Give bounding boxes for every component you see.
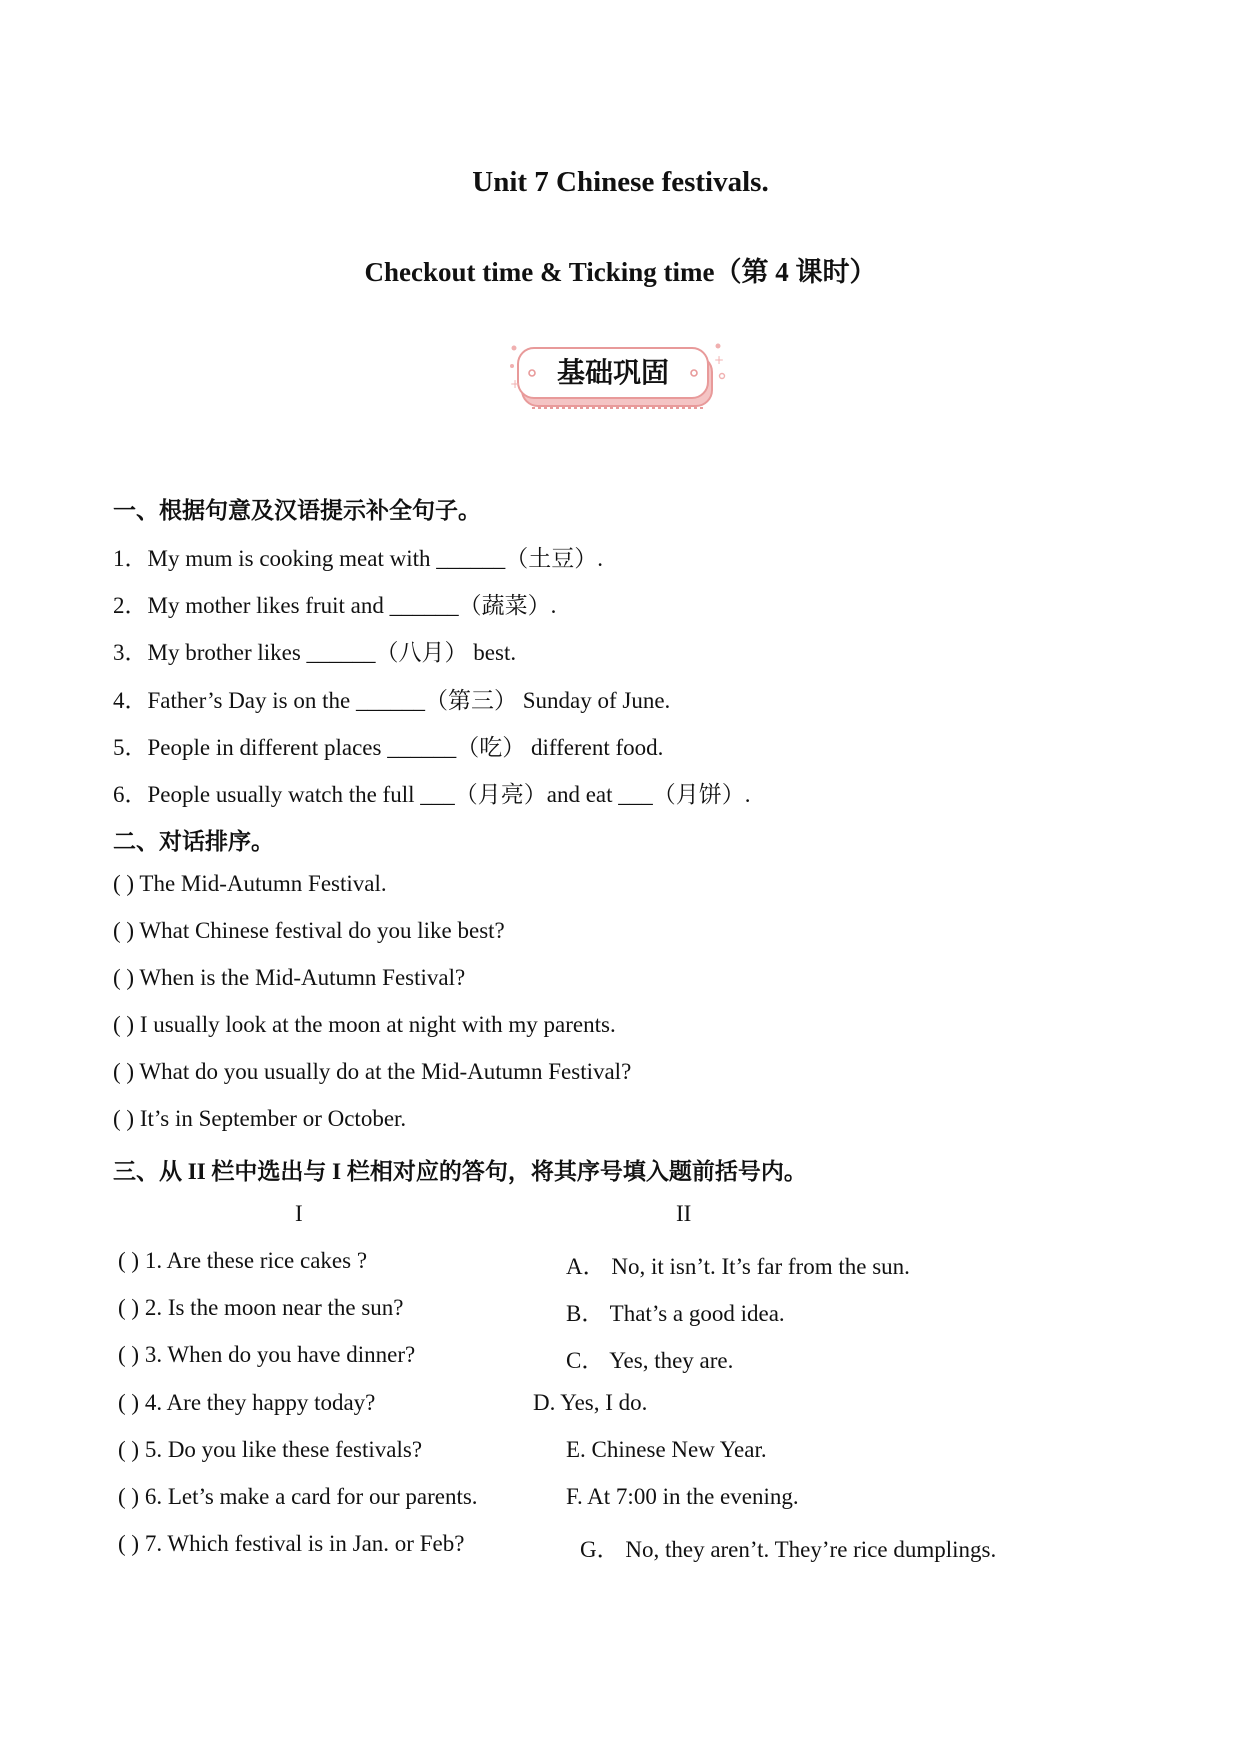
match-question-6: ( ) 6. Let’s make a card for our parents.	[118, 1484, 478, 1509]
svg-text:+: +	[714, 353, 725, 367]
match-question-2: ( ) 2. Is the moon near the sun?	[118, 1295, 404, 1320]
match-answer-a: A． No, it isn’t. It’s far from the sun.	[566, 1254, 910, 1279]
dialog-item-4: ( ) I usually look at the moon at night with my parents.	[113, 1012, 616, 1037]
dialog-item-3: ( ) When is the Mid-Autumn Festival?	[113, 965, 466, 990]
section-badge	[508, 338, 728, 418]
fill-item-1: 1．My mum is cooking meat with ______（土豆）.	[113, 546, 604, 571]
dialog-item-5: ( ) What do you usually do at the Mid-Autumn Festival?	[113, 1059, 632, 1084]
fill-item-2: 2．My mother likes fruit and ______（蔬菜）.	[113, 593, 557, 618]
page-title: Unit 7 Chinese festivals.	[472, 166, 769, 198]
match-question-3: ( ) 3. When do you have dinner?	[118, 1342, 416, 1367]
column-2-header: II	[676, 1201, 692, 1226]
match-answer-c: C． Yes, they are.	[566, 1348, 734, 1373]
match-question-1: ( ) 1. Are these rice cakes ?	[118, 1248, 368, 1273]
fill-item-4: 4．Father’s Day is on the ______（第三） Sunday of June.	[113, 688, 671, 713]
dialog-item-1: ( ) The Mid-Autumn Festival.	[113, 871, 387, 896]
section1-heading: 一、根据句意及汉语提示补全句子。	[113, 498, 481, 523]
match-answer-b: B． That’s a good idea.	[566, 1301, 785, 1326]
match-question-5: ( ) 5. Do you like these festivals?	[118, 1437, 423, 1462]
match-question-4: ( ) 4. Are they happy today?	[118, 1390, 376, 1415]
column-1-header: I	[295, 1201, 303, 1226]
match-answer-f: F. At 7:00 in the evening.	[566, 1484, 799, 1509]
match-answer-e: E. Chinese New Year.	[566, 1437, 767, 1462]
badge-label: 基础巩固	[556, 356, 669, 389]
fill-item-5: 5．People in different places ______（吃） different food.	[113, 735, 664, 760]
fill-item-3: 3．My brother likes ______（八月） best.	[113, 640, 517, 665]
dialog-item-2: ( ) What Chinese festival do you like best?	[113, 918, 505, 943]
page-subtitle: Checkout time & Ticking time（第 4 课时）	[364, 257, 877, 287]
dialog-item-6: ( ) It’s in September or October.	[113, 1106, 407, 1131]
match-question-7: ( ) 7. Which festival is in Jan. or Feb?	[118, 1531, 465, 1556]
svg-text:+: +	[510, 377, 521, 391]
match-answer-d: D. Yes, I do.	[533, 1390, 648, 1415]
section3-heading: 三、从 II 栏中选出与 I 栏相对应的答句，将其序号填入题前括号内。	[113, 1159, 807, 1184]
fill-item-6: 6．People usually watch the full ___（月亮）and eat ___（月饼）.	[113, 782, 751, 807]
match-answer-g: G． No, they aren’t. They’re rice dumplings.	[580, 1537, 997, 1562]
section2-heading: 二、对话排序。	[113, 829, 274, 854]
